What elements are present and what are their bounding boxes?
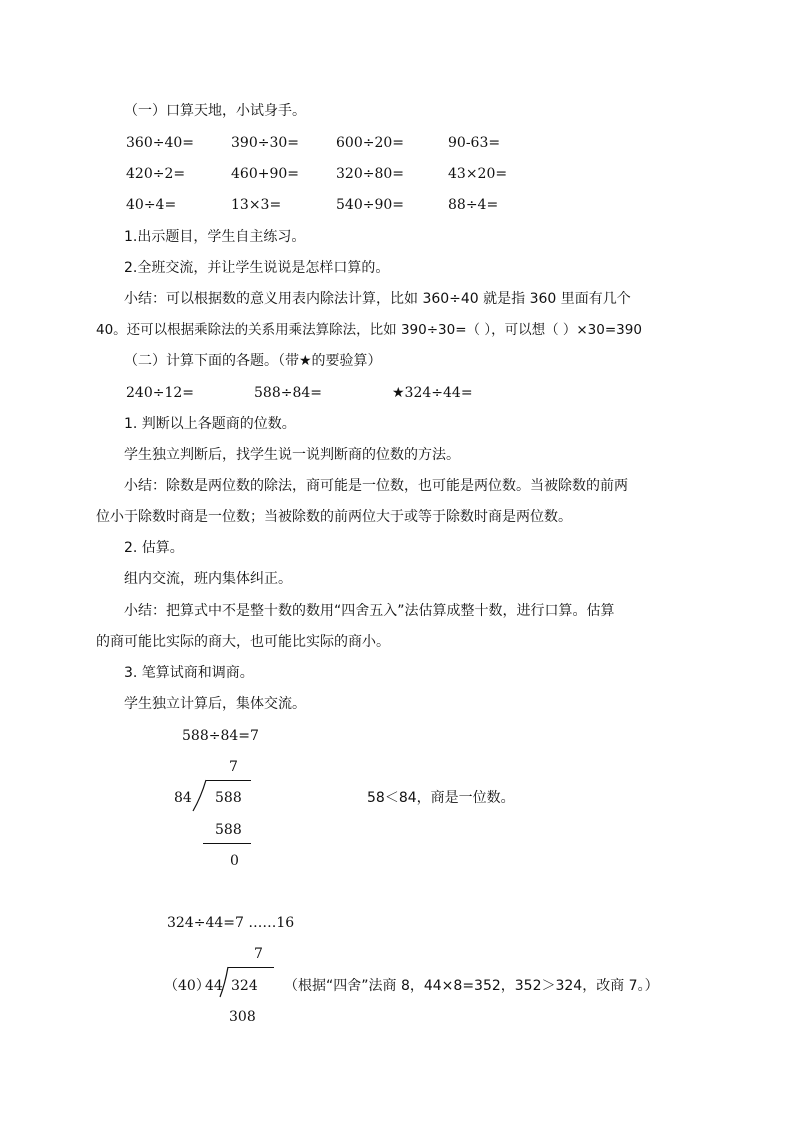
item-2-summary-2: 的商可能比实际的商大，也可能比实际的商小。	[96, 634, 390, 650]
problem-1: 240÷12=	[126, 385, 194, 401]
oral-calc-item: 460+90=	[231, 166, 299, 182]
step-1: 1.出示题目，学生自主练习。	[124, 229, 306, 245]
division-divisor: 84	[174, 790, 192, 806]
division-dividend: 324	[231, 978, 258, 994]
division-bracket-icon	[191, 779, 208, 812]
item-1-summary-1: 小结：除数是两位数的除法，商可能是一位数，也可能是两位数。当被除数的前两	[124, 478, 628, 494]
item-2-desc: 组内交流，班内集体纠正。	[124, 571, 292, 587]
oral-calc-item: 90-63=	[448, 135, 501, 151]
division-equation: 324÷44=7 ……16	[167, 915, 295, 931]
division-subtract-line	[203, 843, 251, 844]
problem-2: 588÷84=	[254, 385, 322, 401]
oral-calc-item: 420÷2=	[126, 166, 186, 182]
summary-line-1: 小结：可以根据数的意义用表内除法计算，比如 360÷40 就是指 360 里面有几个	[124, 291, 631, 307]
item-3: 3. 笔算试商和调商。	[124, 665, 254, 681]
division-product: 588	[215, 822, 242, 838]
problem-3: ★324÷44=	[392, 385, 473, 401]
oral-calc-item: 40÷4=	[126, 197, 177, 213]
step-2: 2.全班交流，并让学生说说是怎样口算的。	[124, 260, 390, 276]
oral-calc-item: 43×20=	[448, 166, 508, 182]
item-3-desc: 学生独立计算后，集体交流。	[124, 696, 306, 712]
item-1-summary-2: 位小于除数时商是一位数；当被除数的前两位大于或等于除数时商是两位数。	[96, 509, 572, 525]
oral-calc-item: 88÷4=	[448, 197, 499, 213]
item-1-desc: 学生独立判断后，找学生说一说判断商的位数的方法。	[124, 447, 460, 463]
summary-line-2: 40。还可以根据乘除法的关系用乘法算除法，比如 390÷30=（ ），可以想（ ）×30=390	[96, 322, 642, 338]
oral-calc-item: 360÷40=	[126, 135, 194, 151]
oral-calc-item: 540÷90=	[336, 197, 404, 213]
item-2-summary-1: 小结：把算式中不是整十数的数用“四舍五入”法估算成整十数，进行口算。估算	[124, 603, 615, 619]
division-note: （根据“四舍”法商 8，44×8=352，352＞324，改商 7。）	[284, 978, 659, 994]
division-bar	[228, 967, 274, 968]
item-2: 2. 估算。	[124, 540, 184, 556]
oral-calc-item: 600÷20=	[336, 135, 404, 151]
division-remainder: 0	[230, 853, 239, 869]
oral-calc-item: 320÷80=	[336, 166, 404, 182]
division-dividend: 588	[215, 790, 242, 806]
section1-title: （一）口算天地，小试身手。	[124, 103, 306, 119]
division-equation: 588÷84=7	[182, 728, 259, 744]
oral-calc-item: 13×3=	[231, 197, 282, 213]
division-product: 308	[229, 1009, 256, 1025]
division-divisor: 44	[205, 978, 223, 994]
item-1: 1. 判断以上各题商的位数。	[124, 416, 296, 432]
oral-calc-item: 390÷30=	[231, 135, 299, 151]
division-bar	[206, 780, 251, 781]
division-quotient: 7	[254, 946, 263, 962]
division-note: 58＜84，商是一位数。	[367, 790, 515, 806]
division-estimate: （40）	[164, 978, 210, 994]
division-quotient: 7	[229, 759, 238, 775]
section2-title: （二）计算下面的各题。（带★的要验算）	[124, 353, 382, 369]
